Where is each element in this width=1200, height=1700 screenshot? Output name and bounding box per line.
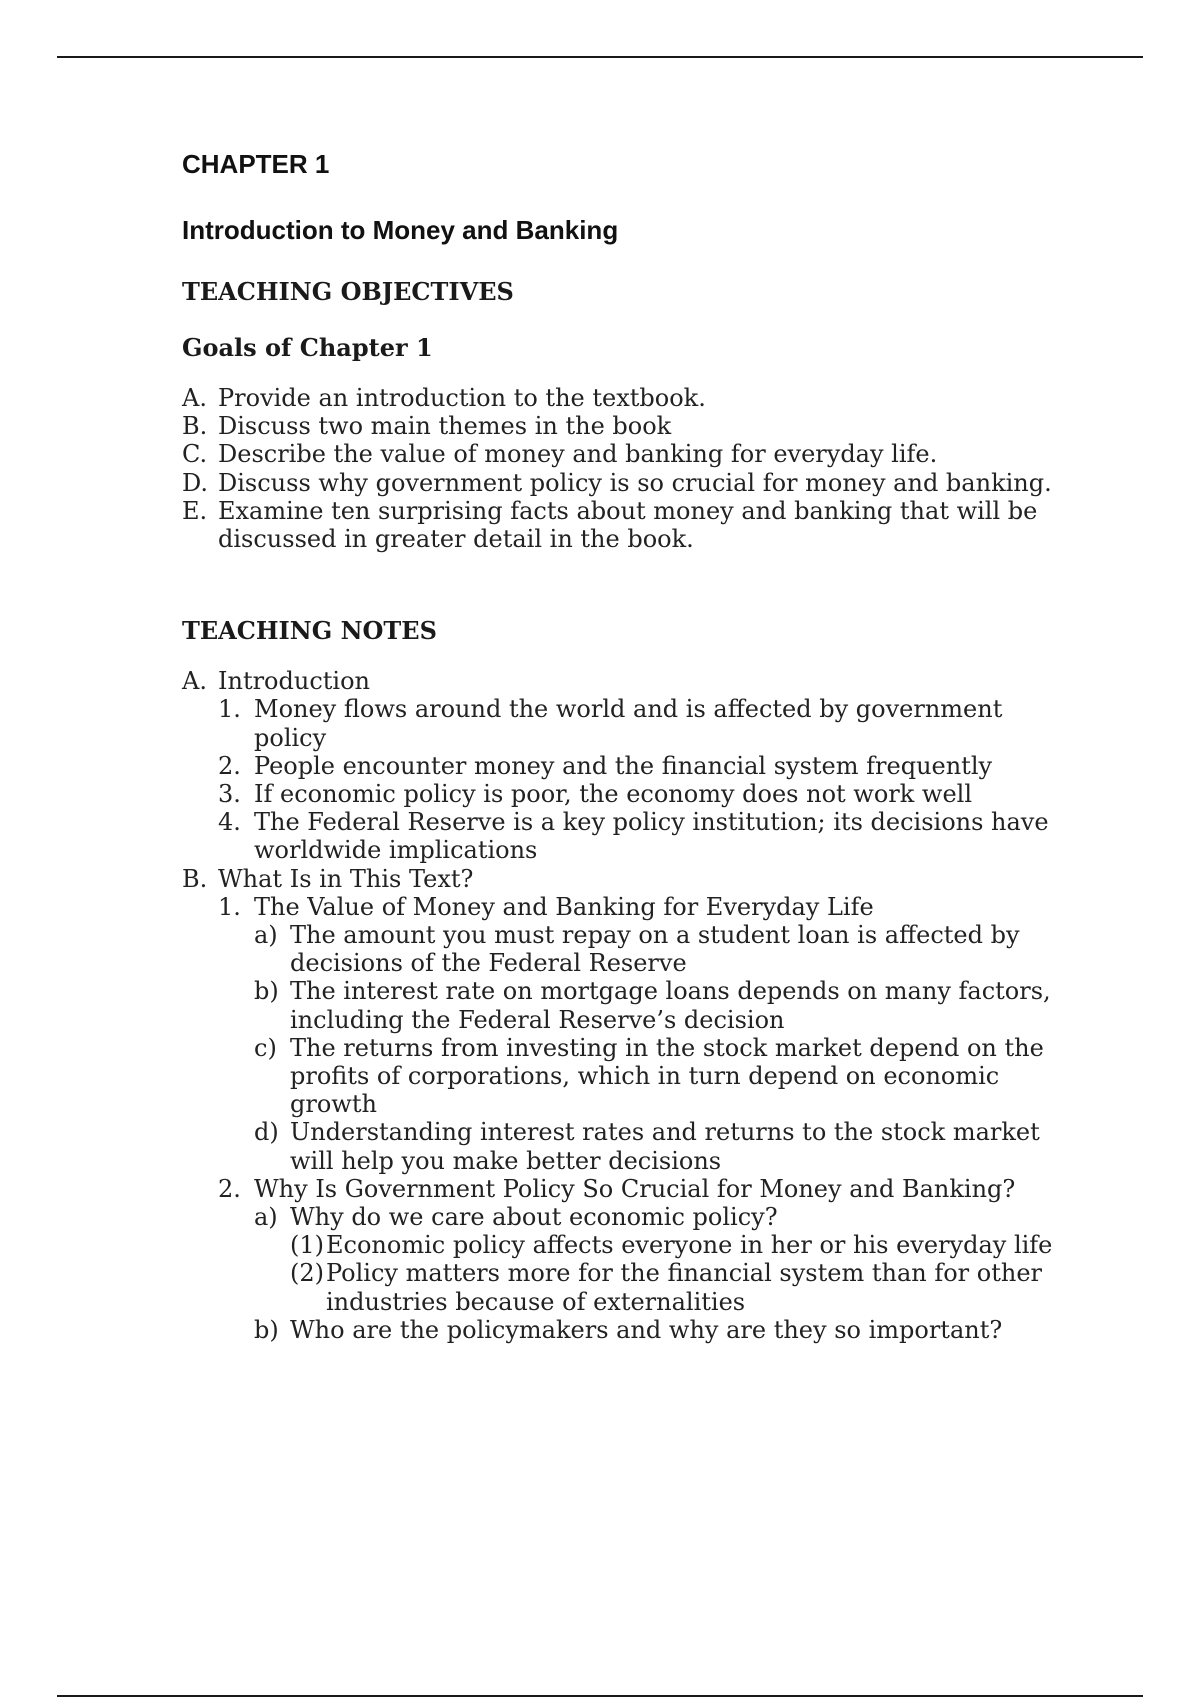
chapter-title: Introduction to Money and Banking bbox=[182, 215, 619, 245]
outline-item bbox=[182, 667, 1082, 695]
list-item bbox=[182, 440, 1082, 468]
outline-label: 3. bbox=[218, 780, 241, 809]
outline-label: a) bbox=[254, 1203, 278, 1232]
outline-item bbox=[182, 752, 1082, 780]
outline-text: Money flows around the world and is affected by government policy bbox=[254, 695, 1003, 752]
spacer bbox=[182, 553, 1082, 611]
goals-heading: Goals of Chapter 1 bbox=[182, 333, 433, 362]
outline-text: People encounter money and the financial system frequently bbox=[254, 751, 993, 780]
outline-label: 1. bbox=[218, 695, 241, 724]
list-label: B. bbox=[182, 412, 208, 441]
outline-label: b) bbox=[254, 1315, 279, 1344]
top-rule bbox=[57, 56, 1143, 58]
outline-text: The interest rate on mortgage loans depends on many factors, including the Federal Reserve’s decision bbox=[290, 977, 1051, 1034]
list-text: Examine ten surprising facts about money and banking that will be discussed in greater detail in the book. bbox=[218, 496, 1038, 554]
outline-item bbox=[182, 977, 1082, 1033]
outline-text: The Value of Money and Banking for Everyday Life bbox=[254, 892, 874, 921]
outline-text: Why Is Government Policy So Crucial for Money and Banking? bbox=[254, 1174, 1016, 1203]
outline-item bbox=[182, 1259, 1082, 1315]
outline-label: A. bbox=[182, 667, 207, 696]
chapter-heading: CHAPTER 1 bbox=[182, 149, 330, 179]
list-text: Discuss two main themes in the book bbox=[218, 412, 672, 441]
list-text: Describe the value of money and banking for everyday life. bbox=[218, 440, 938, 469]
outline-item bbox=[182, 1118, 1082, 1174]
outline-text: Why do we care about economic policy? bbox=[290, 1203, 778, 1232]
outline-label: 2. bbox=[218, 1174, 241, 1203]
list-item bbox=[182, 412, 1082, 440]
list-item bbox=[182, 384, 1082, 412]
notes-outline bbox=[182, 667, 1082, 1344]
outline-item bbox=[182, 865, 1082, 893]
list-item bbox=[182, 497, 1082, 553]
outline-item bbox=[182, 1175, 1082, 1203]
outline-label: 4. bbox=[218, 808, 241, 837]
outline-text: If economic policy is poor, the economy does not work well bbox=[254, 780, 973, 809]
outline-text: Who are the policymakers and why are they so important? bbox=[290, 1315, 1003, 1344]
outline-text: The amount you must repay on a student loan is affected by decisions of the Federal Reserve bbox=[290, 921, 1020, 978]
outline-label: 1. bbox=[218, 892, 241, 921]
list-label: D. bbox=[182, 468, 209, 497]
outline-label: (2) bbox=[290, 1259, 324, 1288]
outline-label: 2. bbox=[218, 751, 241, 780]
outline-item bbox=[182, 1316, 1082, 1344]
outline-text: What Is in This Text? bbox=[218, 864, 474, 893]
list-text: Discuss why government policy is so crucial for money and banking. bbox=[218, 468, 1052, 497]
objectives-heading: TEACHING OBJECTIVES bbox=[182, 277, 514, 306]
list-label: C. bbox=[182, 440, 208, 469]
notes-heading: TEACHING NOTES bbox=[182, 616, 437, 646]
list-item bbox=[182, 469, 1082, 497]
outline-text: Understanding interest rates and returns to the stock market will help you make better decisions bbox=[290, 1118, 1040, 1175]
outline-label: b) bbox=[254, 977, 279, 1006]
outline-label: c) bbox=[254, 1033, 277, 1062]
outline-text: Introduction bbox=[218, 667, 370, 696]
list-text: Provide an introduction to the textbook. bbox=[218, 384, 706, 412]
outline-label: B. bbox=[182, 864, 208, 893]
outline-item bbox=[182, 893, 1082, 921]
outline-text: The Federal Reserve is a key policy institution; its decisions have worldwide implications bbox=[254, 808, 1049, 865]
outline-item bbox=[182, 921, 1082, 977]
outline-item bbox=[182, 695, 1082, 751]
outline-label: d) bbox=[254, 1118, 279, 1147]
outline-item bbox=[182, 780, 1082, 808]
outline-text: Economic policy affects everyone in her or his everyday life bbox=[326, 1231, 1053, 1260]
list-label: A. bbox=[182, 384, 207, 412]
objectives-list bbox=[182, 384, 1082, 553]
outline-label: a) bbox=[254, 921, 278, 950]
document-page bbox=[182, 142, 1082, 1344]
bottom-rule bbox=[57, 1695, 1143, 1697]
list-label: E. bbox=[182, 496, 208, 525]
outline-item bbox=[182, 1034, 1082, 1119]
outline-label: (1) bbox=[290, 1231, 324, 1260]
outline-text: The returns from investing in the stock market depend on the profits of corporations, which in turn depend on economic growth bbox=[290, 1033, 1044, 1119]
outline-text: Policy matters more for the financial system than for other industries because of externalities bbox=[326, 1259, 1043, 1316]
outline-item bbox=[182, 1203, 1082, 1231]
outline-item bbox=[182, 1231, 1082, 1259]
outline-item bbox=[182, 808, 1082, 864]
